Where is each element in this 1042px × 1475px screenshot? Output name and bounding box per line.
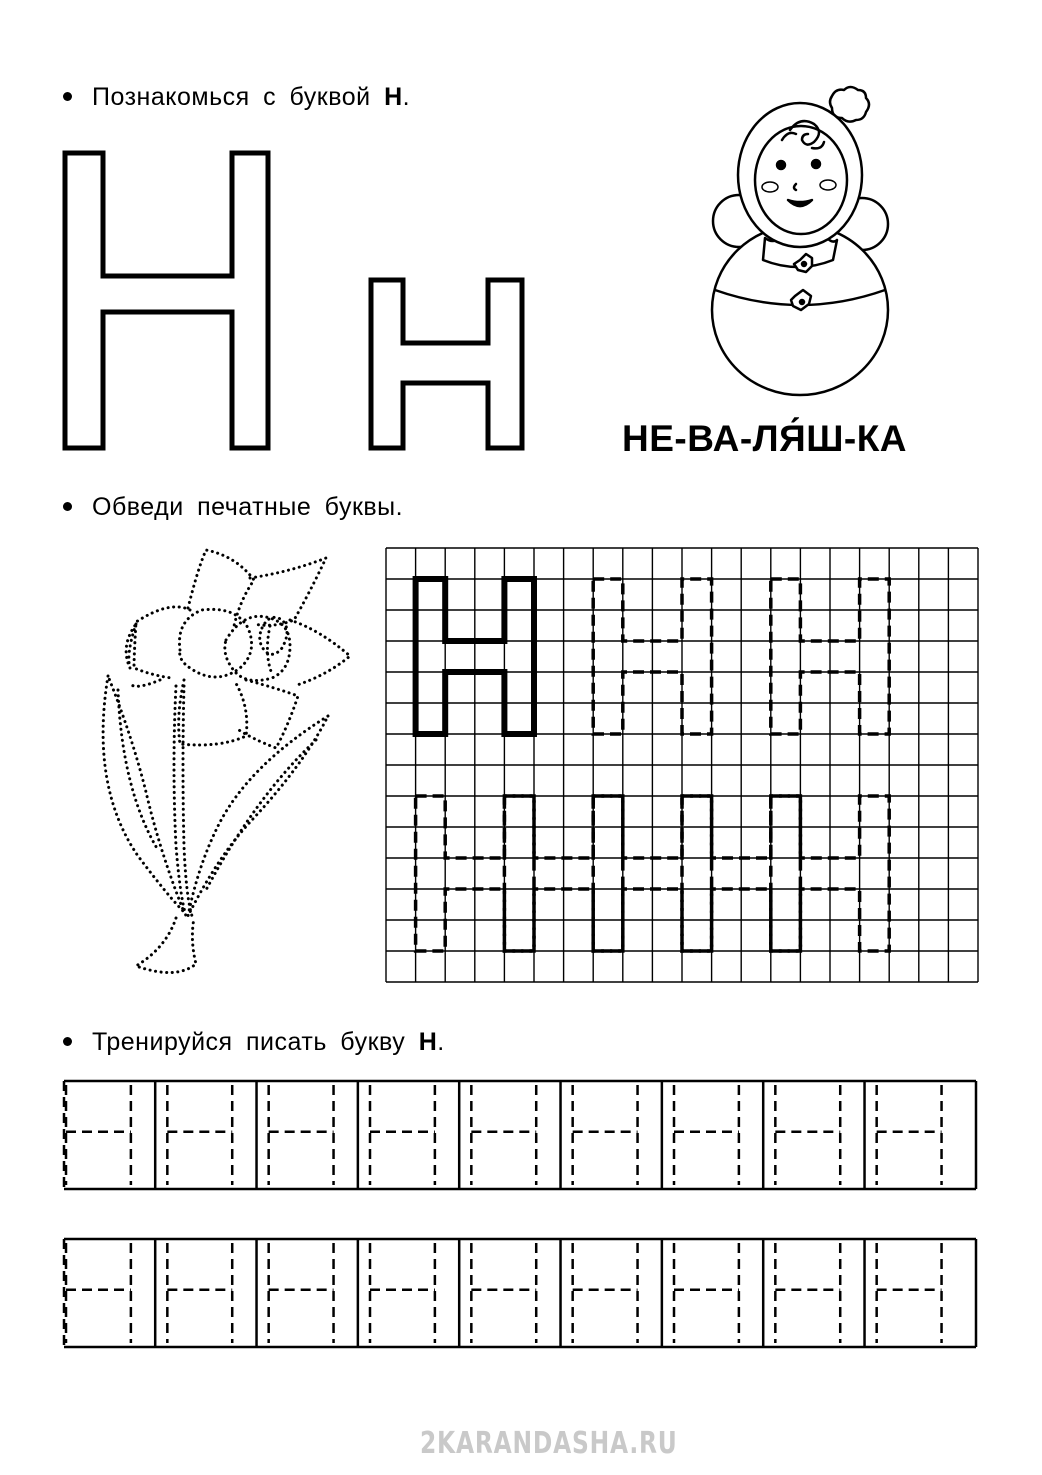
instruction-1-period: .: [402, 83, 411, 111]
practice-letter-dashed: [674, 1243, 739, 1343]
practice-row: [64, 1081, 976, 1189]
instruction-2-text: Обведи печатные буквы.: [92, 493, 404, 521]
practice-letter-dashed: [775, 1243, 840, 1343]
practice-letter-dashed: [269, 1085, 334, 1185]
practice-letter-dashed: [775, 1085, 840, 1185]
practice-letter-dashed: [269, 1243, 334, 1343]
practice-letter-dashed: [167, 1243, 232, 1343]
practice-row: [64, 1239, 976, 1347]
practice-letter-dashed: [877, 1243, 942, 1343]
instruction-3-text: Тренируйся писать букву: [92, 1028, 406, 1056]
practice-letter-dashed: [66, 1085, 131, 1185]
practice-area: [0, 1070, 1042, 1360]
practice-letter-dashed: [471, 1085, 536, 1185]
practice-letter-dashed: [471, 1243, 536, 1343]
practice-letter-dashed: [573, 1243, 638, 1343]
roly-poly-doll-icon: [700, 80, 900, 400]
instruction-3: [63, 1028, 445, 1057]
instruction-3-period: .: [437, 1028, 445, 1056]
practice-letter-dashed: [877, 1085, 942, 1185]
practice-letter-dashed: [66, 1243, 131, 1343]
practice-letter-dashed: [167, 1085, 232, 1185]
trace-grid: [386, 548, 978, 982]
instruction-1-letter: Н: [384, 83, 403, 111]
bullet-icon: [63, 1037, 72, 1046]
instruction-3-letter: Н: [418, 1028, 438, 1056]
practice-letter-dashed: [674, 1085, 739, 1185]
syllable-word: НЕ-ВА-ЛЯ́Ш-КА: [622, 418, 907, 459]
instruction-2: [63, 493, 403, 522]
practice-letter-dashed: [370, 1243, 435, 1343]
bullet-icon: [63, 502, 72, 511]
daffodil-icon: [100, 540, 370, 990]
practice-letter-dashed: [573, 1085, 638, 1185]
watermark: 2KARANDASHA.RU: [420, 1426, 678, 1461]
practice-letter-dashed: [370, 1085, 435, 1185]
big-letter-uppercase: [65, 153, 268, 448]
instruction-1-text: Познакомься с буквой: [92, 83, 371, 111]
big-letter-lowercase: [371, 280, 522, 448]
